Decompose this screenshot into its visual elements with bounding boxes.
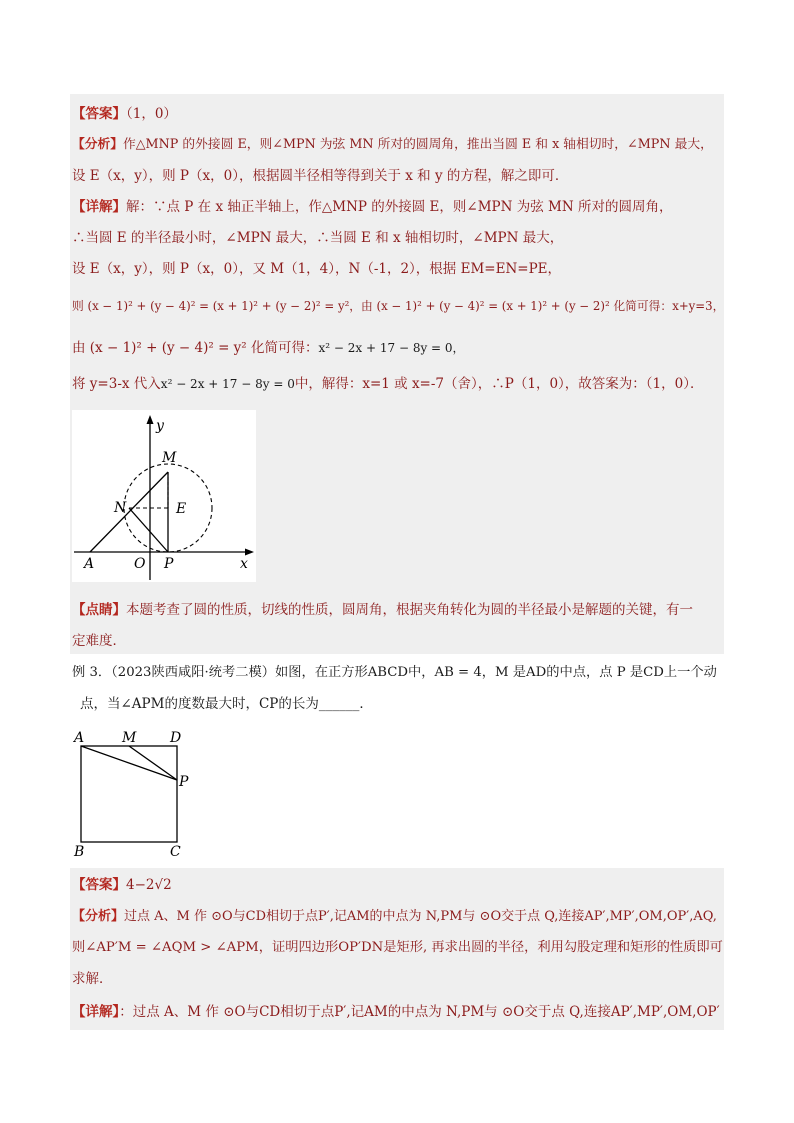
detail-line-5 bbox=[72, 338, 465, 358]
remark-text-1: 本题考查了圆的性质，切线的性质，圆周角，根据夹角转化为圆的半径最小是解题的关键，有一 bbox=[126, 602, 693, 618]
detail-equation-2: x² − 2x + 17 − 8y = 0， bbox=[318, 341, 465, 355]
label-e: E bbox=[176, 501, 187, 517]
sq-label-p: P bbox=[179, 774, 189, 790]
example3-line-1: 例 3．（2023陕西咸阳·统考二模）如图，在正方形ABCD中，AB = 4，M 是AD的中点，点 P 是CD上一个动 bbox=[72, 665, 717, 680]
answer-value: （1，0） bbox=[126, 106, 177, 122]
detail2-tag: 【详解】 bbox=[72, 1004, 120, 1020]
detail-equation-2-intro: 由 (x − 1)² + (y − 4)² = y² 化简可得： bbox=[72, 340, 319, 356]
detail-line-1 bbox=[72, 197, 672, 217]
detail-equation-3: x² − 2x + 17 − 8y = 0 bbox=[160, 377, 295, 391]
sq-label-a: A bbox=[74, 730, 85, 746]
answer2-tag: 【答案】 bbox=[72, 877, 126, 893]
detail-text-1: 解：∵点 P 在 x 轴正半轴上，作△MNP 的外接圆 E，则∠MPN 为弦 MN 所对的圆周角， bbox=[126, 199, 673, 215]
label-n: N bbox=[114, 500, 127, 516]
answer-tag: 【答案】 bbox=[72, 106, 126, 122]
detail-substitute-mid: 中，解得： bbox=[294, 376, 363, 392]
example3-line-2: 点，当∠APM的度数最大时，CP的长为______． bbox=[80, 696, 373, 712]
detail-substitute: 将 y=3-x 代入 bbox=[72, 376, 161, 392]
remark-tag: 【点睛】 bbox=[72, 602, 126, 618]
analysis2-line-3: 求解． bbox=[72, 971, 113, 987]
sq-label-m: M bbox=[122, 730, 137, 746]
label-y: y bbox=[156, 418, 164, 434]
label-o: O bbox=[134, 556, 146, 572]
label-m: M bbox=[162, 450, 177, 466]
figure-square bbox=[72, 728, 192, 860]
label-p: P bbox=[164, 556, 174, 572]
analysis2-line-2: 则∠AP′M = ∠AQM > ∠APM，证明四边形OP′DN是矩形, 再求出圆的半径，利用勾股定理和矩形的性质即可 bbox=[72, 940, 723, 955]
figure-coordinate-circle bbox=[72, 410, 256, 582]
detail2-text-1: ：过点 A、M 作 ⊙O与CD相切于点P′,记AM的中点为 N,PM与 ⊙O交于点 Q,连接AP′,MP′,OM,OP′ bbox=[119, 1004, 720, 1020]
sq-label-b: B bbox=[74, 844, 85, 860]
answer2-line bbox=[72, 875, 172, 895]
remark-line-2: 定难度． bbox=[72, 633, 126, 649]
remark-line-1 bbox=[72, 600, 693, 620]
answer-line bbox=[72, 104, 177, 124]
detail-result-1: x+y=3， bbox=[672, 299, 725, 313]
analysis2-line-1 bbox=[72, 907, 717, 927]
detail-equation-1: 则 (x − 1)² + (y − 4)² = (x + 1)² + (y − 2)² = y²，由 (x − 1)² + (y − 4)² = (x + 1)² + (y − 2)² 化简可得： bbox=[72, 299, 673, 313]
sq-label-d: D bbox=[170, 730, 182, 746]
label-a: A bbox=[84, 556, 95, 572]
detail2-line-1 bbox=[72, 1002, 720, 1022]
sq-label-c: C bbox=[170, 844, 181, 860]
analysis-line-1 bbox=[72, 135, 713, 155]
detail-answer: x=1 或 x=-7（舍），∴P（1，0），故答案为：（1，0）． bbox=[362, 376, 704, 392]
detail-tag: 【详解】 bbox=[72, 199, 126, 215]
answer2-value: 4−2√2 bbox=[126, 877, 172, 893]
label-x: x bbox=[240, 556, 248, 572]
detail-line-4 bbox=[72, 296, 724, 316]
detail-line-6 bbox=[72, 374, 703, 394]
analysis-text-1: 作△MNP 的外接圆 E，则∠MPN 为弦 MN 所对的圆周角，推出当圆 E 和 x 轴相切时，∠MPN 最大， bbox=[123, 137, 713, 152]
analysis2-tag: 【分析】 bbox=[72, 909, 125, 924]
analysis-line-2: 设 E（x，y），则 P（x，0），根据圆半径相等得到关于 x 和 y 的方程，解之即可． bbox=[72, 168, 569, 184]
detail-line-2: ∴当圆 E 的半径最小时，∠MPN 最大，∴当圆 E 和 x 轴相切时，∠MPN 最大， bbox=[72, 230, 564, 246]
detail-line-3: 设 E（x，y），则 P（x，0），又 M（1，4），N（-1，2），根据 EM=EN=PE， bbox=[72, 261, 562, 277]
analysis-tag: 【分析】 bbox=[72, 137, 123, 152]
analysis2-text-1: 过点 A、M 作 ⊙O与CD相切于点P′,记AM的中点为 N,PM与 ⊙O交于点 Q,连接AP′,MP′,OM,OP′,AQ, bbox=[124, 909, 717, 924]
